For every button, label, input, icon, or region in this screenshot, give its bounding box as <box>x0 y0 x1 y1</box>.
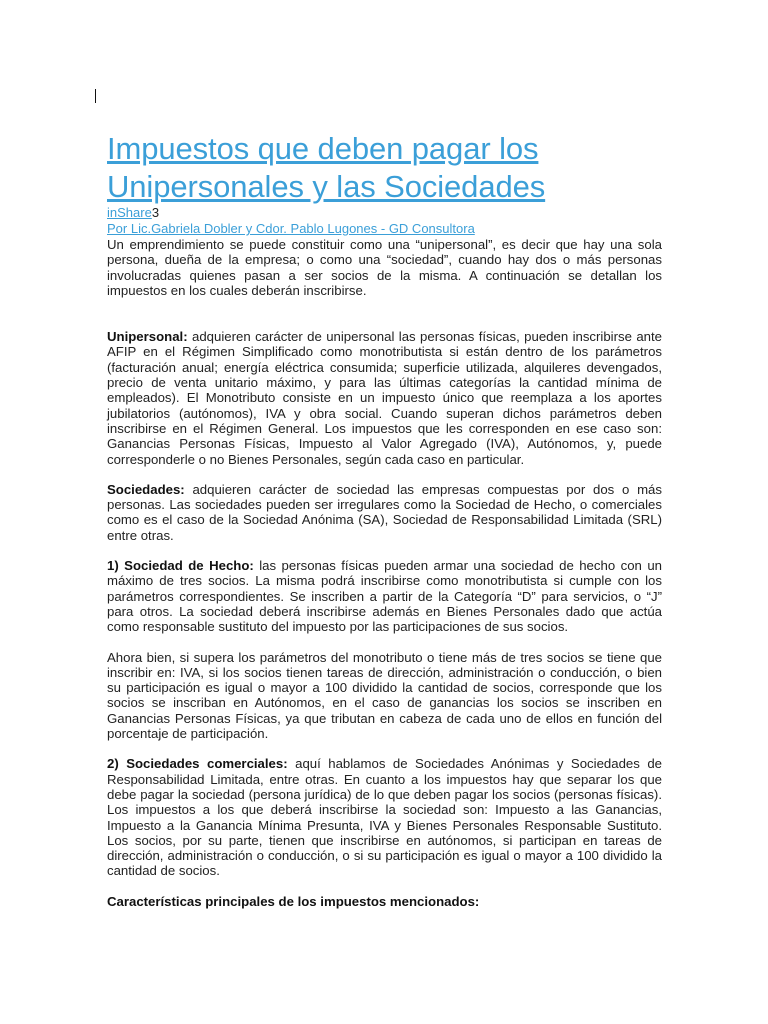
sociedades-comerciales-label: 2) Sociedades comerciales: <box>107 756 288 772</box>
article-title-link[interactable]: Impuestos que deben pagar los Unipersonales y las Sociedades <box>107 131 546 204</box>
byline-link[interactable]: Por Lic.Gabriela Dobler y Cdor. Pablo Lugones - GD Consultora <box>107 221 475 236</box>
article <box>107 130 662 909</box>
sociedades-comerciales-paragraph <box>107 756 662 878</box>
intro-paragraph: Un emprendimiento se puede constituir como una “unipersonal”, es decir que hay una sola persona, dueña de la empresa; o como una “sociedad”, cuando hay dos o más personas involucradas quienes pasan a ser socios de la misma. A continuación se detallan los impuestos en los cuales deberán inscribirse. <box>107 237 662 298</box>
unipersonal-paragraph <box>107 329 662 467</box>
unipersonal-text: adquieren carácter de unipersonal las personas físicas, pueden inscribirse ante AFIP en el Régimen Simplificado como monotributista si están dentro de los parámetros (facturación anual; energía eléctrica consumida; superficie utilizada, alquileres devengados, precio de venta unitario máximo, y para las últimas categorías la cantidad mínima de empleados). El Monotributo consiste en un impuesto único que reemplaza a los aportes jubilatorios (autónomos), IVA y obra social. Cuando superan dichos parámetros deben inscribirse en el Régimen General. Los impuestos que les corresponden en ese caso son: Ganancias Personas Físicas, Impuesto al Valor Agregado (IVA), Autónomos, y, puede corresponderle o no Bienes Personales, según cada caso en particular. <box>107 329 662 467</box>
sociedades-label: Sociedades: <box>107 481 185 497</box>
caracteristicas-heading: Características principales de los impuestos mencionados: <box>107 893 480 909</box>
sociedad-hecho-paragraph <box>107 558 662 634</box>
sociedades-comerciales-text: aquí hablamos de Sociedades Anónimas y Sociedades de Responsabilidad Limitada, entre otras. En cuanto a los impuestos hay que separar los que debe pagar la sociedad (persona jurídica) de lo que deben pagar los socios (personas físicas). Los impuestos a los que deberá inscribirse la sociedad son: Impuesto a las Ganancias, Impuesto a la Ganancia Mínima Presunta, IVA y Bienes Personales Responsable Sustituto. Los socios, por su parte, tienen que inscribirse en autónomos, si participan en tareas de dirección, administración o conducción, o si su participación es igual o mayor a 100 dividido la cantidad de socios. <box>107 756 662 879</box>
inshare-link[interactable]: inShare <box>107 205 152 220</box>
sociedades-paragraph <box>107 482 662 543</box>
sociedad-hecho-label: 1) Sociedad de Hecho: <box>107 558 254 574</box>
sociedad-hecho-text: las personas físicas pueden armar una sociedad de hecho con un máximo de tres socios. La misma podrá inscribirse como monotributista si cumple con los parámetros correspondientes. Se inscriben a partir de la Categoría “D” para servicios, o “J” para otros. La sociedad deberá inscribirse además en Bienes Personales dado que actúa como responsable sustituto del impuesto por las participaciones de sus socios. <box>107 558 662 635</box>
sociedades-text: adquieren carácter de sociedad las empresas compuestas por dos o más personas. Las sociedades pueden ser irregulares como la Sociedad de Hecho, o comerciales como es el caso de la Sociedad Anónima (SA), Sociedad de Responsabilidad Limitada (SRL) entre otras. <box>107 481 662 543</box>
share-bar <box>107 205 662 221</box>
share-count: 3 <box>151 205 160 220</box>
text-cursor <box>95 89 96 103</box>
unipersonal-label: Unipersonal: <box>107 329 188 345</box>
ahora-bien-paragraph: Ahora bien, si supera los parámetros del monotributo o tiene más de tres socios se tiene que inscribir en: IVA, si los socios tienen tareas de dirección, administración o conducción, o bien su participación es igual o mayor a 100 dividido la cantidad de socios, corresponde que los socios se inscriban en Autónomos, en el caso de ganancias los socios se inscriben en Ganancias Personas Físicas, ya que tributan en cabeza de cada uno de ellos en función del porcentaje de participación. <box>107 649 662 742</box>
